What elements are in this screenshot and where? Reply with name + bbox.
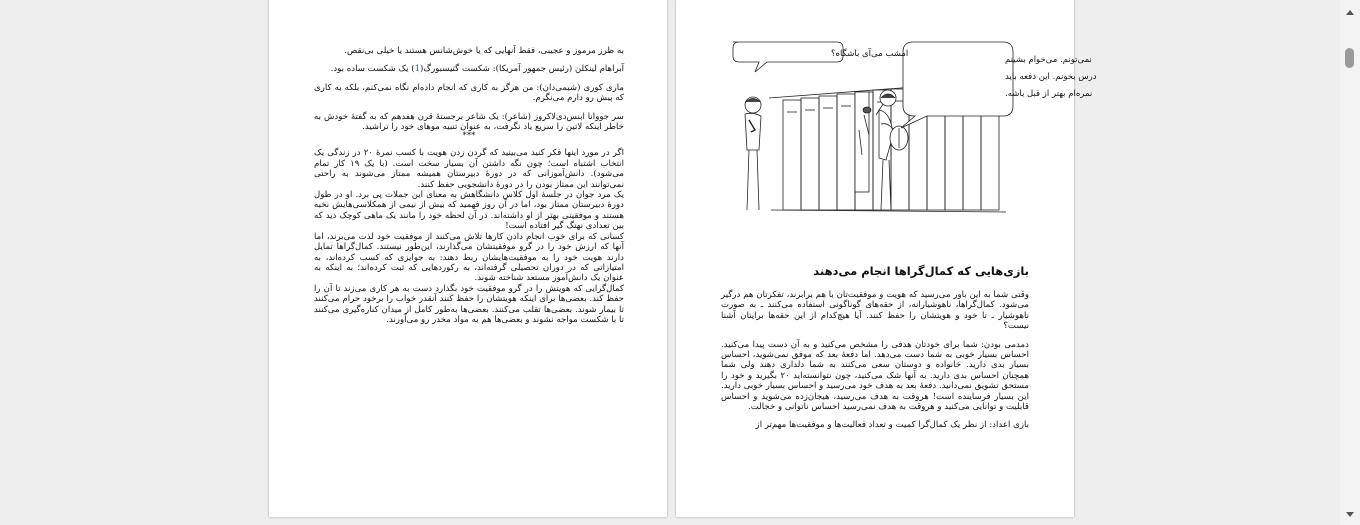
paragraph-intro: به طرز مرموز و عجیبی، فقط آنهایی که یا خوش‌شانس هستند یا خیلی بی‌نقص.: [344, 46, 624, 56]
bubble-left-text: امشب می‌آی باشگاه؟: [831, 49, 909, 59]
scrollbar-thumb[interactable]: [1345, 48, 1354, 68]
scroll-up-arrow-icon[interactable]: [1340, 6, 1360, 20]
right-page-text: [721, 264, 1029, 431]
body-paragraph-4: کمال‌گرایی که هویتش را در گرو موفقیت خود بگذارد دست به هر کاری می‌زند تا آن را حفظ کند. بعضی‌ها برای اینکه هویتشان را حفظ کنند آنقدر خواب را برخود حرام می‌کنند تا بیمار شوند. بعضی‌ها تقلب می‌کنند. بعضی‌ها به‌طور کامل از میدان کناره‌گیری می‌کنند تا با شکست مواجه نشوند و بعضی‌ها هم به مواد مخدر رو می‌آورند.: [314, 283, 624, 325]
scroll-down-arrow-icon[interactable]: [1340, 507, 1360, 521]
bubble-right-line-1: نمی‌تونم. می‌خوام بشینم: [1005, 55, 1092, 65]
right-paragraph-2: دمدمی بودن: شما برای خودتان هدفی را مشخص می‌کنید و به آن دست پیدا می‌کنید. احساس بسیار خوبی به شما دست می‌دهد. اما دفعهٔ بعد که موفق نمی‌شوید، احساس بسیار بدی دارید. خانواده و دوستان سعی می‌کنند به شما دلداری دهند ولی شما همچنان احساس بدی دارید. به آنها شک می‌کنید، چون نتوانسته‌اید ۲۰ بگیرید و خود را مستحق تشویق نمی‌دانید. دفعهٔ بعد به هدف خود می‌رسید و احساس بسیار خوبی دارید. این بسیار فرساینده است! هروقت به هدف می‌رسید، هیجان‌زده می‌شوید و احساس قابلیت و توانایی می‌کنید و هروقت به هدف نمی‌رسید احساس ناتوانی و خجالت.: [721, 339, 1029, 413]
speech-bubble-left: [733, 42, 843, 72]
right-paragraph-1: وقتی شما به این باور می‌رسید که هویت و موفقیت‌تان با هم برابرند، تفکرتان هم درگیر می‌شود. کمال‌گراها، ناهوشیارانه، از حقه‌های گوناگونی استفاده می‌کنند ـ به صورت ناهوشیار ـ تا خود و هویتشان را حفظ کنند. آیا هیچ‌کدام از این حقه‌ها برایتان آشنا نیست؟: [721, 290, 1029, 332]
bubble-right-line-2: درس بخونم. این دفعه باید: [1005, 72, 1097, 82]
left-page-text: [314, 46, 624, 325]
section-separator: ***: [462, 131, 476, 142]
lincoln-text-end: ) یک شکست ساده بود.: [330, 64, 415, 75]
body-paragraph-1: اگر در مورد اینها فکر کنید می‌بینید که گردن زدن هویت با کسب نمرهٔ ۲۰ در زندگی یک انتخاب اشتباه است؛ چون نگه داشتن آن بسیار سخت است. (با یک ۱۹ کار تمام می‌شود). دانش‌آموزانی که در دورهٔ دبیرستان همیشه ممتاز می‌شوند به راحتی نمی‌توانند این ممتاز بودن را در دورهٔ دانشجویی حفظ کنند.: [314, 148, 625, 190]
body-paragraph-3: کسانی که برای خوب انجام دادن کارها تلاش می‌کنند از موفقیت خود لذت می‌برند، اما آنها که ارزش خود را در گرو موفقیتشان می‌گذارند، این‌طور نیستند. کمال‌گراها تمایل دارند هویت خود را به موفقیت‌هایشان ربط دهند: به جوایزی که کسب کرده‌اند، به امتیازاتی که در دوران تحصیلی گرفته‌اند، به رکوردهایی که ثبت کرده‌اند؛ به اینکه به عنوان یک دانش‌آموز مستعد شناخته شوند.: [314, 231, 624, 284]
body-paragraph-2: یک مرد جوان در جلسهٔ اول کلاس دانشگاهش به معنای این جملات پی برد. او در طول دورهٔ دبیرستان ممتاز بود، اما در آن روز فهمید که بیش از نیمی از همکلاسی‌هایش نخبه هستند و موفقیتی بهتر از او داشته‌اند. در آن لحظه خود را مانند یک ماهی کوچک دید که بین تعدادی نهنگ گیر افتاده است!: [314, 190, 624, 232]
paragraph-poet: سر جووانا ابنس‌دی‌لاکروز (شاعر): یک شاعر برجستهٔ قرن هفدهم که به گفتهٔ خودش به خاطر اینکه لاتین را سریع یاد نگرفت، به عنوان تنبیه موهای خود را تراشید.: [314, 111, 624, 133]
page-left: [269, 0, 667, 517]
paragraph-lincoln: [314, 64, 624, 74]
section-heading: بازی‌هایی که کمال‌گراها انجام می‌دهند: [813, 264, 1029, 278]
bubble-right-line-3: نمره‌ام بهتر از قبل باشه.: [1005, 89, 1093, 99]
right-paragraph-3: بازی اعداد: از نظر یک کمال‌گرا کمیت و تعداد فعالیت‌ها و موفقیت‌ها مهم‌تر از: [755, 420, 1029, 431]
vertical-scrollbar[interactable]: [1340, 0, 1360, 525]
lincoln-text: آبراهام لینکلن (رئیس جمهور آمریکا): شکست گتیسبورگ(: [420, 64, 624, 75]
cartoon-illustration: [731, 40, 1097, 225]
speech-bubble-right: [901, 42, 1013, 128]
paragraph-curie: ماری کوری (شیمی‌دان): من هرگز به کاری که انجام داده‌ام نگاه نمی‌کنم، بلکه به کاری که پیش رو دارم می‌نگرم.: [314, 82, 624, 104]
footnote-ref[interactable]: 1: [414, 64, 421, 75]
page-right: [676, 0, 1097, 517]
